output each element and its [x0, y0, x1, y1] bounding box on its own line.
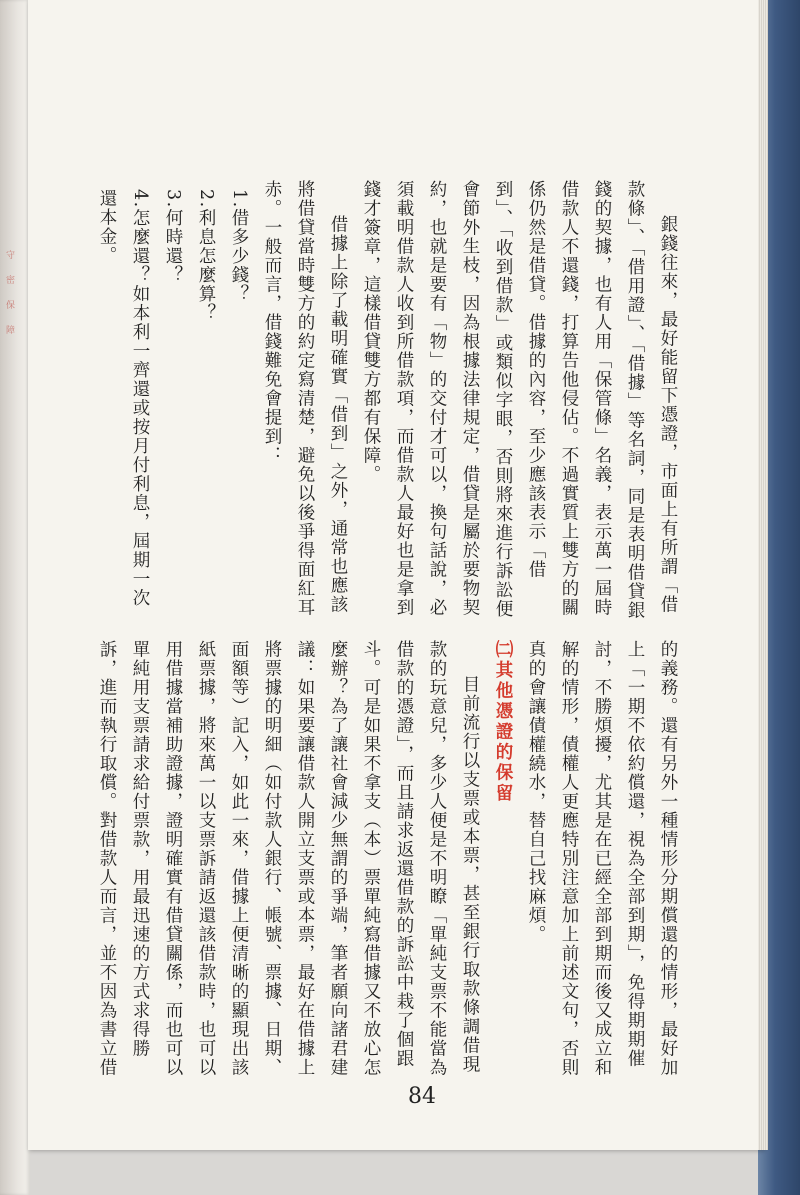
- paragraph: 目前流行以支票或本票，甚至銀行取款條調借現款的玩意兒，多少人便是不明瞭「單純支票不能當為借款的憑證」，而且請求返還借款的訴訟中栽了個跟斗。可是如果不拿支（本）票單純寫借據又不放心怎麼辦？為了讓社會減少無謂的爭端，筆者願向諸君建議：如果要讓借款人開立支票或本票，最好在借據上將票據的明細（如付款人銀行、帳號、票據、日期、面額等）記入，如此一來，借據上便清晰的顯現出該紙票據，將來萬一以支票訴請返還該借款時，也可以用借據當補助證據，證明確實有借貸關係，而也可以單純用支票請求給付票款，用最迅速的方式求得勝訴，進而執行取償。對借款人而言，並不因為書立借: [97, 640, 480, 1077]
- page-stack-edge: [758, 0, 768, 1150]
- section-heading: ㈡其他憑證的保留: [493, 640, 513, 804]
- page-number: 84: [408, 1084, 436, 1109]
- list-item: 3.何時還？: [163, 188, 183, 285]
- list-item: [84, 180, 90, 620]
- bottom-text-block: [84, 640, 684, 1080]
- list-item: 1.借多少錢？: [229, 188, 249, 304]
- book-page: [28, 0, 764, 1150]
- margin-mark: 障: [4, 325, 14, 334]
- margin-mark: 密: [4, 275, 14, 284]
- margin-mark: 保: [4, 300, 14, 309]
- list-item: 2.利息怎麼算？: [196, 188, 216, 323]
- margin-mark: 守: [4, 250, 14, 259]
- paragraph: 銀錢往來，最好能留下憑證，市面上有所謂「借款條」、「借用證」、「借據」等名詞，同是表明借貸銀錢的契據，也有人用「保管條」名義，表示萬一屆時借款人不還錢，打算告他侵佔。不過實質上雙方的關係仍然是借貸。借據的內容，至少應該表示「借到」、「收到借款」或類似字眼，否則將來進行訴訟便會節外生枝，因為根據法律規定，借貸是屬於要物契約，也就是要有「物」的交付才可以，換句話說，必須載明借款人收到所借款項，而借款人最好也是拿到錢才簽章，這樣借貸雙方都有保障。: [361, 180, 678, 620]
- paragraph-continuation: 的義務。還有另外一種情形分期償還的情形，最好加上「一期不依約償還，視為全部到期」，免得期期催討，不勝煩擾，尤其是在已經全部到期而後又成立和解的情形，債權人更應特別注意加上前述文句，否則真的會讓債權繞水，替自己找麻煩。: [526, 640, 678, 1077]
- top-text-block: [84, 180, 684, 620]
- list-item: 4.怎麼還？如本利一齊還或按月付利息，屆期一次還本金。: [97, 188, 150, 608]
- paragraph: 借據上除了載明確實「借到」之外，通常也應該將借貸當時雙方的約定寫清楚，避免以後爭得面紅耳赤。一般而言，借錢難免會提到：: [262, 180, 348, 617]
- left-page-edge: [0, 0, 30, 1195]
